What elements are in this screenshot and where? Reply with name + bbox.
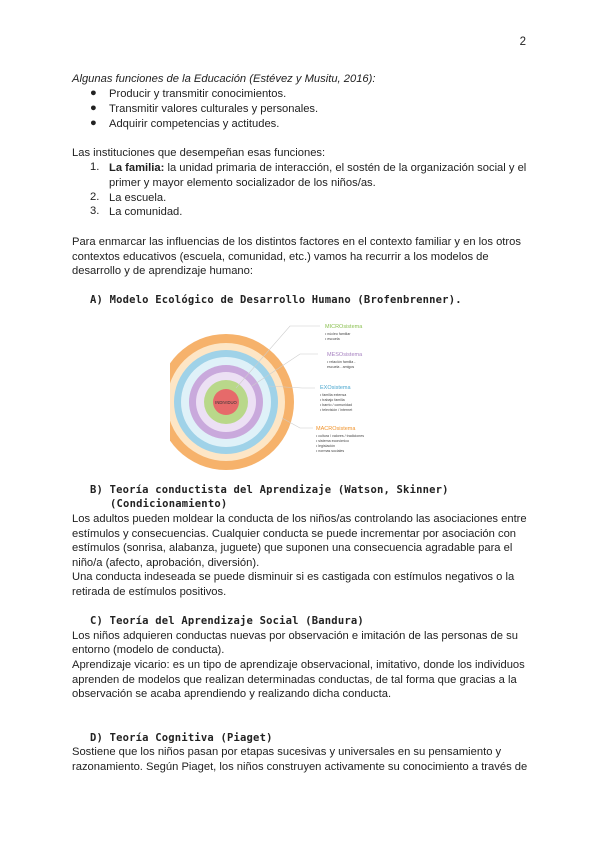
section-a-heading xyxy=(90,293,462,307)
list-number: 2. xyxy=(90,191,100,203)
microsystem-item: • núcleo familiar xyxy=(325,332,351,336)
bullet-icon: ● xyxy=(90,117,97,129)
section-title: Teoría Cognitiva (Piaget) xyxy=(109,732,273,744)
paragraph-line: observación se acaba aprendiendo y realizando dicha conducta. xyxy=(72,688,392,700)
list-number: 1. xyxy=(90,161,100,173)
list-item: La comunidad. xyxy=(109,206,183,218)
bullet-icon: ● xyxy=(90,102,97,114)
section-b-heading xyxy=(90,483,449,497)
paragraph-line: Los adultos pueden moldear la conducta de los niños/as controlando las asociaciones entre xyxy=(72,513,527,525)
microsystem-title: MICROsistema xyxy=(325,324,363,330)
exosystem-item: • familia extensa xyxy=(320,393,347,397)
list-item-text: la unidad primaria de interacción, el sostén de la organización social y el xyxy=(164,162,527,174)
paragraph-line: retirada de estímulos positivos. xyxy=(72,586,227,598)
list-item: La escuela. xyxy=(109,192,167,204)
microsystem-item: • escuela xyxy=(325,337,340,341)
paragraph-line: contextos educativos (escuela, comunidad, etc.) vamos ha recurrir a los modelos de xyxy=(72,251,489,263)
list-number: 3. xyxy=(90,205,100,217)
paragraph-line: niño/a (afecto, aprobación, diversión). xyxy=(72,557,260,569)
paragraph-line: entorno (modelo de conducta). xyxy=(72,644,225,656)
macrosystem-item: • normas sociales xyxy=(316,449,345,453)
paragraph-line: Los niños adquieren conductas nuevas por observación e imitación de las personas de su xyxy=(72,630,518,642)
mesosystem-item: • relación familia - xyxy=(327,360,356,364)
institutions-intro: Las instituciones que desempeñan esas funciones: xyxy=(72,147,326,159)
center-label: INDIVIDUO xyxy=(215,400,237,405)
exosystem-item: • televisión / internet xyxy=(320,408,353,412)
list-item-continuation: primer y mayor elemento socializador de los niños/as. xyxy=(109,177,376,189)
paragraph-line: razonamiento. Según Piaget, los niños construyen activamente su conocimiento a través de xyxy=(72,761,528,773)
section-label: B) xyxy=(90,484,104,496)
paragraph-line: Aprendizaje vicario: es un tipo de aprendizaje observacional, imitativo, donde los individuos xyxy=(72,659,525,671)
section-title: Modelo Ecológico de Desarrollo Humano (Brofenbrenner). xyxy=(109,294,462,306)
paragraph-line: aprenden de modelos que realizan determinadas conductas, de tal forma que gracias a la xyxy=(72,674,517,686)
paragraph-line: estímulos (sonrisa, alabanza, juguete) que suponen una consecuencia agradable para el xyxy=(72,542,513,554)
exosystem-title: EXOsistema xyxy=(320,385,351,391)
exosystem-item: • barrio / comunidad xyxy=(320,403,353,407)
bullet-icon: ● xyxy=(90,87,97,99)
section-label: A) xyxy=(90,294,104,306)
exosystem-item: • trabajo familia xyxy=(320,398,345,402)
macrosystem-item: • cultura / valores / tradiciones xyxy=(316,434,364,438)
macrosystem-item: • legislación xyxy=(316,444,336,448)
macrosystem-title: MACROsistema xyxy=(316,426,356,432)
paragraph-line: desarrollo y de aprendizaje humano: xyxy=(72,265,253,277)
list-item: Producir y transmitir conocimientos. xyxy=(109,88,287,100)
list-item-bold: La familia: xyxy=(109,162,165,174)
section-title: Teoría conductista del Aprendizaje (Watson, Skinner) xyxy=(109,484,449,496)
functions-title: Algunas funciones de la Educación (Estévez y Musitu, 2016): xyxy=(72,73,376,85)
list-item: Adquirir competencias y actitudes. xyxy=(109,118,280,130)
list-item: Transmitir valores culturales y personales. xyxy=(109,103,319,115)
macrosystem-item: • sistema económico xyxy=(316,439,350,443)
paragraph-line: Para enmarcar las influencias de los distintos factores en el contexto familiar y en los otros xyxy=(72,236,521,248)
paragraph-line: estímulos y consecuencias. Cualquier conducta se puede incrementar por asociación con xyxy=(72,528,517,540)
section-label: C) xyxy=(90,615,104,627)
page-number: 2 xyxy=(519,36,526,48)
paragraph-line: Una conducta indeseada se puede disminuir si es castigada con estímulos negativos o la xyxy=(72,571,515,583)
section-label: D) xyxy=(90,732,104,744)
paragraph-line: Sostiene que los niños pasan por etapas sucesivas y universales en su pensamiento y xyxy=(72,746,502,758)
ecological-model-diagram xyxy=(170,316,410,470)
section-c-heading xyxy=(90,614,364,628)
list-item xyxy=(109,161,526,175)
section-b-heading-cont: (Condicionamiento) xyxy=(110,498,228,510)
mesosystem-item: escuela - amigos xyxy=(327,365,355,369)
mesosystem-title: MESOsistema xyxy=(327,352,363,358)
section-title: Teoría del Aprendizaje Social (Bandura) xyxy=(109,615,364,627)
section-d-heading xyxy=(90,731,273,745)
